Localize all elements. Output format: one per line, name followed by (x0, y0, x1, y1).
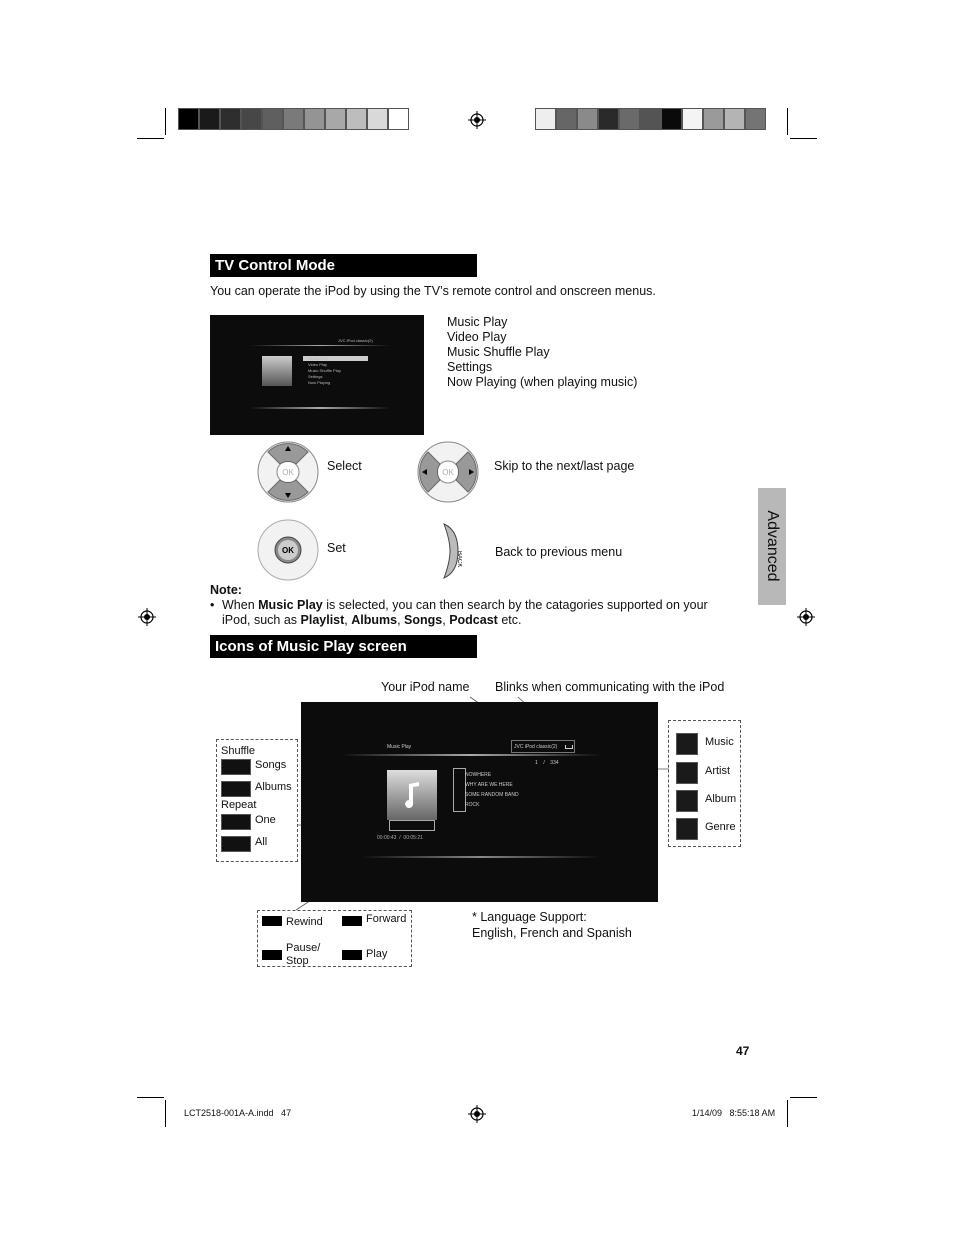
footer-file: LCT2518-001A-A.indd 47 (184, 1108, 292, 1118)
shuffle-repeat-legend (216, 739, 298, 862)
note-text: When Music Play is selected, you can then search by the catagories supported on your iPod, such as Playlist, Albums, Songs, Podcast etc. (222, 598, 708, 627)
connection-icon (565, 745, 573, 749)
list-item: Music Play (308, 356, 328, 361)
genre-icon (676, 818, 698, 840)
back-label: BACK (456, 551, 462, 568)
select-label: Select (327, 459, 362, 473)
callout-ipod-name: Your iPod name (381, 680, 470, 694)
shuffle-heading: Shuffle (221, 745, 256, 757)
category-legend (668, 720, 741, 847)
intro-text: You can operate the iPod by using the TV’s remote control and onscreen menus. (210, 284, 656, 298)
play-icon (342, 950, 362, 960)
repeat-one-icon (221, 814, 251, 830)
list-item: SOME RANDOM BAND (465, 792, 519, 798)
screen-ipod-name: JVC iPod classic(2) (514, 744, 558, 750)
footer-datetime: 1/14/09 8:55:18 AM (692, 1108, 776, 1118)
language-support: * Language Support: English, French and Spanish (472, 910, 632, 940)
side-tab-label: Advanced (764, 510, 781, 582)
rewind-label: Rewind (286, 916, 323, 928)
repeat-all-icon (221, 836, 251, 852)
album-art-icon (387, 770, 437, 820)
skip-label: Skip to the next/last page (494, 459, 635, 473)
list-item: Video Play (308, 362, 328, 367)
page-number: 47 (736, 1044, 750, 1058)
album-icon (676, 790, 698, 812)
forward-label: Forward (366, 913, 407, 925)
rewind-icon (262, 916, 282, 926)
set-label: Set (327, 541, 346, 555)
list-item: Music Shuffle Play (447, 345, 550, 359)
repeat-heading: Repeat (221, 799, 257, 811)
list-item: WHY ARE WE HERE (465, 782, 513, 788)
shuffle-songs-label: Songs (255, 759, 287, 771)
pause-stop-label: Pause/ Stop (286, 942, 321, 967)
list-item: ROCK (465, 802, 480, 808)
shuffle-songs-icon (221, 759, 251, 775)
list-item: Music Shuffle Play (308, 368, 341, 373)
repeat-one-label: One (255, 814, 276, 826)
section-title-tv-control: TV Control Mode (210, 254, 477, 277)
mini-ipod-name: JVC iPod classic(2) (338, 338, 373, 343)
list-item: Now Playing (308, 380, 331, 385)
ok-label: OK (282, 468, 294, 477)
note-bullet: • (210, 598, 215, 612)
ok-label: OK (442, 468, 454, 477)
ok-label: OK (282, 546, 294, 555)
category-label: Genre (705, 821, 736, 833)
list-item: Settings (308, 374, 323, 379)
category-label: Music (705, 736, 734, 748)
list-item: Now Playing (when playing music) (447, 375, 638, 389)
music-play-screenshot (301, 702, 658, 902)
shuffle-albums-icon (221, 781, 251, 797)
category-label: Album (705, 793, 737, 805)
pause-icon (262, 950, 282, 960)
section-title-icons: Icons of Music Play screen (210, 635, 477, 658)
list-item: Music Play (447, 315, 508, 329)
shuffle-albums-label: Albums (255, 781, 292, 793)
list-item: Video Play (447, 330, 507, 344)
note-label: Note: (210, 583, 242, 597)
artist-icon (676, 762, 698, 784)
callout-blink: Blinks when communicating with the iPod (495, 680, 725, 694)
play-time: 00:00:43 / 00:05:21 (377, 835, 423, 841)
list-item: NOWHERE (465, 772, 492, 778)
repeat-all-label: All (255, 836, 268, 848)
track-info-list (465, 770, 519, 810)
play-label: Play (366, 948, 388, 960)
transport-legend (257, 910, 412, 967)
back-menu-label: Back to previous menu (495, 545, 623, 559)
music-icon (676, 733, 698, 755)
category-label: Artist (705, 765, 731, 777)
forward-icon (342, 916, 362, 926)
list-item: Settings (447, 360, 493, 374)
screen-label: Music Play (387, 744, 412, 750)
track-counter: 1 / 334 (535, 760, 559, 766)
